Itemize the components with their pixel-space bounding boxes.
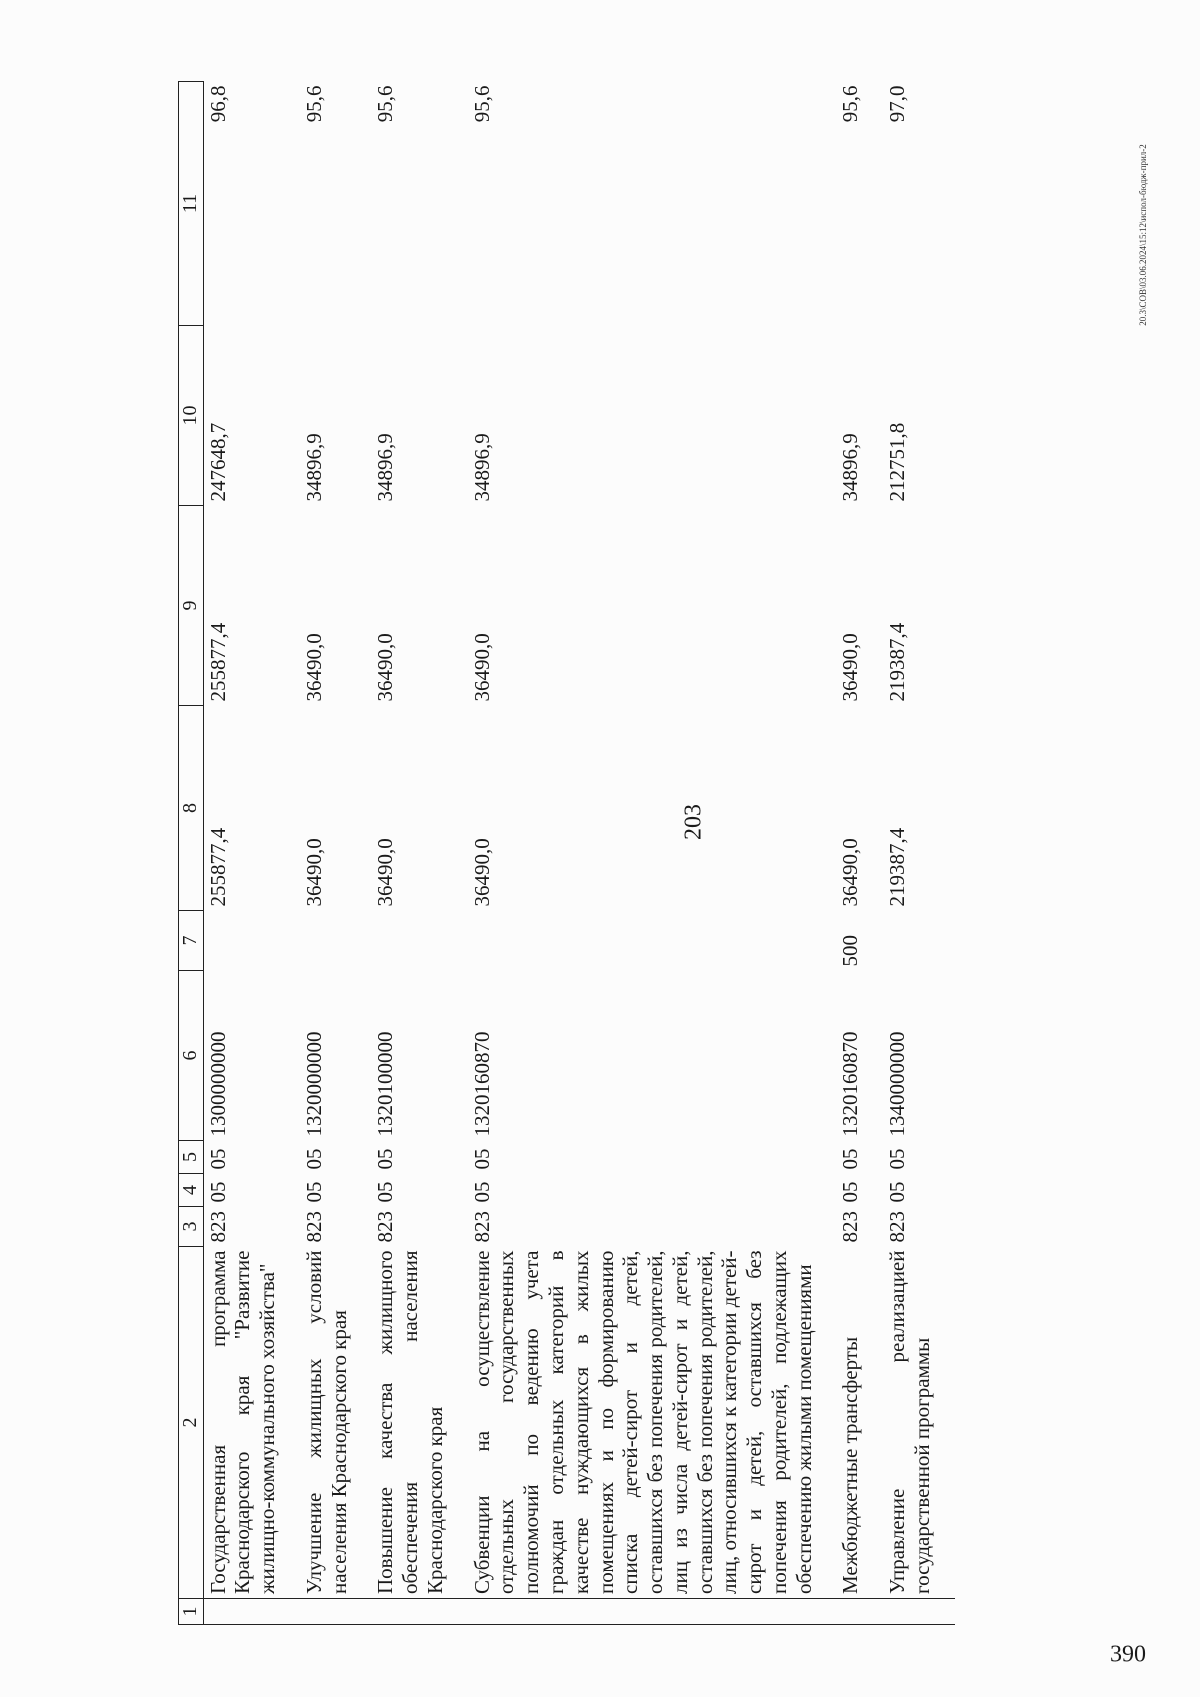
cell-c3: 823 bbox=[301, 1211, 326, 1243]
header-cell: 10 bbox=[179, 326, 204, 506]
cell-c7 bbox=[883, 911, 955, 971]
header-cell: 8 bbox=[179, 706, 204, 911]
cell-c10: 34896,9 bbox=[838, 433, 863, 502]
cell-c3: 823 bbox=[838, 1211, 863, 1243]
header-cell: 1 bbox=[179, 1599, 204, 1625]
cell-c8: 36490,0 bbox=[301, 838, 326, 907]
cell-c7 bbox=[371, 911, 467, 971]
cell-c3: 823 bbox=[373, 1211, 398, 1243]
cell-c5: 05 bbox=[205, 1148, 230, 1170]
page-number-top: 203 bbox=[680, 804, 707, 840]
cell-c4: 05 bbox=[373, 1181, 398, 1203]
cell-c11: 95,6 bbox=[469, 85, 494, 123]
cell-c10: 34896,9 bbox=[301, 433, 326, 502]
cell-c5: 05 bbox=[373, 1148, 398, 1170]
header-cell: 4 bbox=[179, 1174, 204, 1207]
cell-c5: 05 bbox=[885, 1148, 910, 1170]
page-number-bottom: 390 bbox=[1110, 1641, 1146, 1668]
row-name: Государственная программа Краснодарского края "Развитие жилищно-коммунального хозяйства" bbox=[205, 1250, 280, 1594]
cell-c5: 05 bbox=[838, 1148, 863, 1170]
cell-c7 bbox=[203, 911, 300, 971]
row-name: Улучшение жилищных условий населения Краснодарского края bbox=[301, 1250, 351, 1594]
cell-c6: 1340000000 bbox=[885, 1031, 910, 1137]
cell-c5: 05 bbox=[301, 1148, 326, 1170]
row-name: Повышение качества жилищного обеспечения населения Краснодарского края bbox=[373, 1250, 447, 1594]
cell-c11: 95,6 bbox=[373, 85, 398, 123]
cell-c9: 36490,0 bbox=[469, 633, 494, 702]
header-cell: 6 bbox=[179, 971, 204, 1141]
cell-c7 bbox=[300, 911, 372, 971]
cell-c11: 96,8 bbox=[205, 85, 230, 123]
cell-c6: 1320160870 bbox=[469, 1031, 494, 1137]
row-name: Межбюджетные трансферты bbox=[838, 1336, 863, 1594]
budget-table bbox=[178, 81, 955, 1625]
cell-c10: 34896,9 bbox=[469, 433, 494, 502]
cell-c9: 36490,0 bbox=[373, 633, 398, 702]
table-row bbox=[883, 82, 955, 1625]
table-row bbox=[468, 82, 837, 1625]
cell-c11: 95,6 bbox=[838, 85, 863, 123]
cell-c10: 247648,7 bbox=[205, 422, 230, 502]
cell-c5: 05 bbox=[469, 1148, 494, 1170]
cell-c8: 36490,0 bbox=[469, 838, 494, 907]
cell-c10: 34896,9 bbox=[373, 433, 398, 502]
cell-c7 bbox=[468, 911, 837, 971]
cell-c9: 255877,4 bbox=[205, 622, 230, 702]
cell-c3: 823 bbox=[469, 1211, 494, 1243]
cell-c3: 823 bbox=[885, 1211, 910, 1243]
table-row bbox=[203, 82, 300, 1625]
table-row bbox=[836, 82, 883, 1625]
cell-c9: 219387,4 bbox=[885, 622, 910, 702]
header-cell: 2 bbox=[179, 1247, 204, 1599]
row-name: Субвенции на осуществление отдельных государственных полномочий по ведению учета граждан отдельных категорий в качестве нуждающихся в жилых помещениях и по формированию списка детей-сирот и детей, оставшихся без попечения родителей, лиц из числа детей-сирот и детей, оставшихся без попечения родителей, лиц, относившихся к категории детей-сирот и детей, оставшихся без попечения родителей, подлежащих обеспечению жилыми помещениями bbox=[469, 1250, 816, 1594]
header-cell: 9 bbox=[179, 506, 204, 706]
cell-c6: 1320100000 bbox=[373, 1031, 398, 1137]
cell-c4: 05 bbox=[469, 1181, 494, 1203]
cell-c4: 05 bbox=[301, 1181, 326, 1203]
row-name: Управление реализацией государственной программы bbox=[885, 1250, 934, 1594]
cell-c8: 36490,0 bbox=[838, 838, 863, 907]
cell-c9: 36490,0 bbox=[301, 633, 326, 702]
cell-c8: 255877,4 bbox=[205, 827, 230, 907]
cell-c7: 500 bbox=[838, 935, 863, 967]
cell-c11: 95,6 bbox=[301, 85, 326, 123]
header-cell: 3 bbox=[179, 1207, 204, 1247]
cell-c11: 97,0 bbox=[885, 85, 910, 123]
document-code: 20.3\СОВ\03.06.2024\15:12\испол-бюдж-прил-2 bbox=[1138, 144, 1148, 326]
header-cell: 5 bbox=[179, 1141, 204, 1174]
header-cell: 7 bbox=[179, 911, 204, 971]
cell-c8: 219387,4 bbox=[885, 827, 910, 907]
cell-c4: 05 bbox=[838, 1181, 863, 1203]
table-row bbox=[371, 82, 467, 1625]
table-row bbox=[300, 82, 372, 1625]
cell-c4: 05 bbox=[205, 1181, 230, 1203]
cell-c4: 05 bbox=[885, 1181, 910, 1203]
cell-c8: 36490,0 bbox=[373, 838, 398, 907]
cell-c3: 823 bbox=[205, 1211, 230, 1243]
header-cell: 11 bbox=[179, 82, 204, 326]
cell-c6: 1320160870 bbox=[838, 1031, 863, 1137]
cell-c9: 36490,0 bbox=[838, 633, 863, 702]
rotated-table-area bbox=[178, 64, 1181, 1625]
table-header-row bbox=[179, 82, 204, 1625]
cell-c10: 212751,8 bbox=[885, 422, 910, 502]
cell-c6: 1300000000 bbox=[205, 1031, 230, 1137]
cell-c6: 1320000000 bbox=[301, 1031, 326, 1137]
